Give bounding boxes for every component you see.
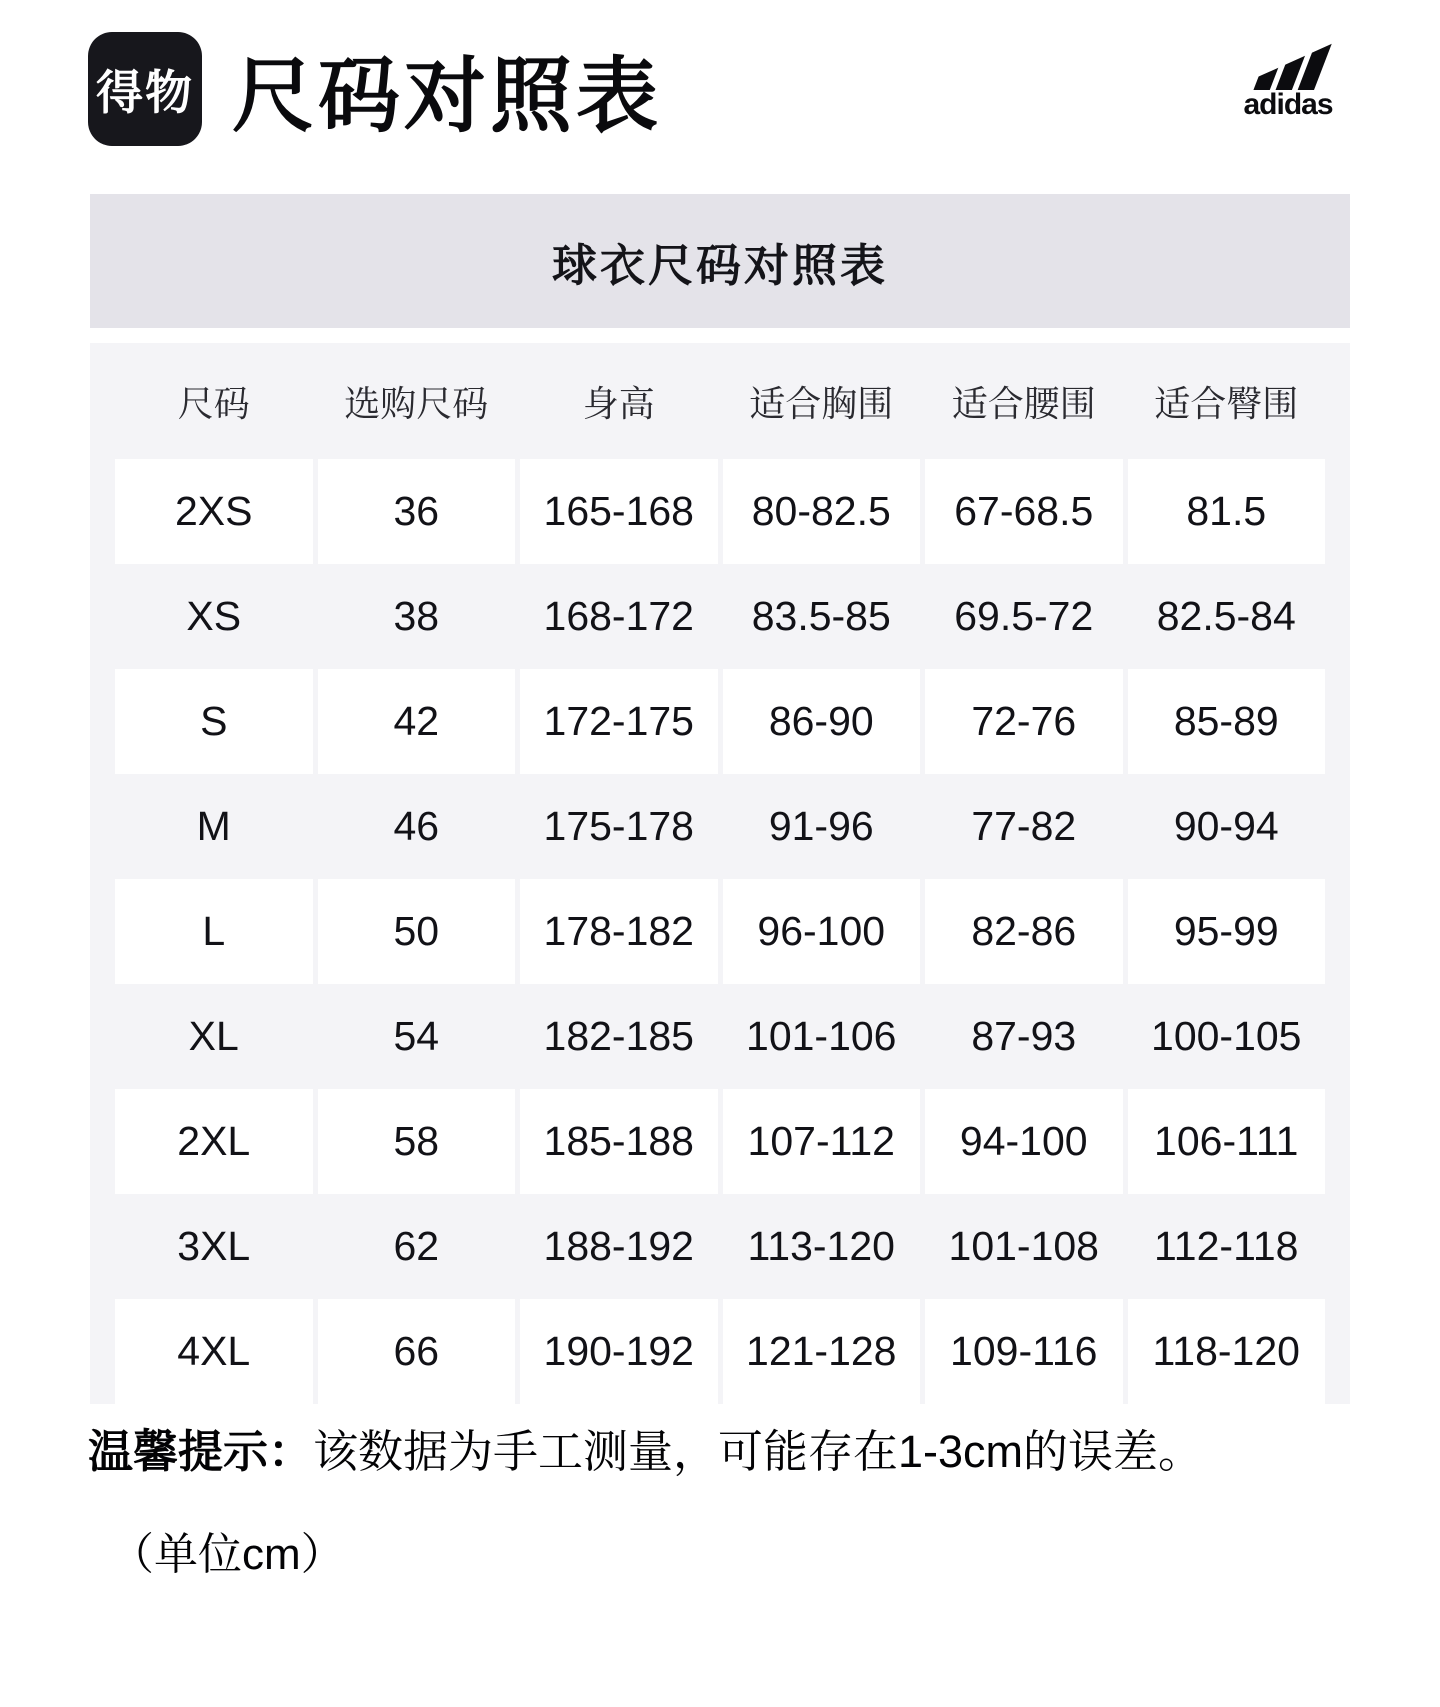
size-cell: 112-118 bbox=[1154, 1223, 1299, 1269]
size-cell: 87-93 bbox=[971, 1013, 1077, 1059]
size-cell: 94-100 bbox=[925, 1089, 1123, 1194]
size-cell: 50 bbox=[318, 879, 516, 984]
column-header: 选购尺码 bbox=[344, 382, 489, 424]
note-text: 该数据为手工测量，可能存在1-3cm的误差。 bbox=[313, 1426, 1204, 1477]
table-row bbox=[115, 774, 1325, 879]
note-label: 温馨提示： bbox=[88, 1426, 314, 1477]
size-cell: 62 bbox=[393, 1223, 440, 1269]
size-cell: 113-120 bbox=[747, 1223, 895, 1269]
size-cell: 72-76 bbox=[925, 669, 1123, 774]
page-title: 尺码对照表 bbox=[232, 50, 663, 142]
size-cell: 109-116 bbox=[925, 1299, 1123, 1404]
size-cell: 82.5-84 bbox=[1156, 593, 1296, 639]
size-cell: 83.5-85 bbox=[751, 593, 891, 639]
size-cell: 81.5 bbox=[1128, 459, 1326, 564]
size-cell: 2XL bbox=[115, 1089, 313, 1194]
size-cell: 4XL bbox=[115, 1299, 313, 1404]
size-cell: 106-111 bbox=[1128, 1089, 1326, 1194]
size-cell: 2XS bbox=[115, 459, 313, 564]
size-cell: 188-192 bbox=[543, 1223, 694, 1269]
table-row bbox=[115, 1194, 1325, 1299]
size-cell: M bbox=[196, 803, 231, 849]
column-header: 适合臀围 bbox=[1154, 382, 1299, 424]
table-title: 球衣尺码对照表 bbox=[551, 239, 888, 291]
size-cell: 168-172 bbox=[543, 593, 694, 639]
page-header bbox=[88, 30, 1352, 148]
column-header: 适合胸围 bbox=[749, 382, 894, 424]
size-cell: 107-112 bbox=[723, 1089, 921, 1194]
size-cell: 190-192 bbox=[520, 1299, 718, 1404]
size-cell: XL bbox=[188, 1013, 239, 1059]
table-body bbox=[115, 459, 1325, 1404]
size-cell: L bbox=[115, 879, 313, 984]
size-cell: 100-105 bbox=[1151, 1013, 1302, 1059]
column-header: 身高 bbox=[582, 382, 655, 424]
table-row bbox=[115, 564, 1325, 669]
table-title-band bbox=[90, 194, 1350, 328]
size-table bbox=[90, 343, 1350, 1404]
column-header: 尺码 bbox=[177, 382, 250, 424]
size-cell: 42 bbox=[318, 669, 516, 774]
size-cell: 3XL bbox=[177, 1223, 251, 1269]
size-cell: 101-106 bbox=[746, 1013, 897, 1059]
size-cell: 95-99 bbox=[1128, 879, 1326, 984]
size-cell: XS bbox=[186, 593, 242, 639]
note-unit: （单位cm） bbox=[110, 1530, 345, 1580]
column-header: 适合腰围 bbox=[951, 382, 1096, 424]
note-line bbox=[88, 1424, 1358, 1480]
size-cell: 118-120 bbox=[1128, 1299, 1326, 1404]
size-cell: 46 bbox=[393, 803, 440, 849]
size-cell: 165-168 bbox=[520, 459, 718, 564]
size-cell: 185-188 bbox=[520, 1089, 718, 1194]
size-cell: 96-100 bbox=[723, 879, 921, 984]
size-cell: 54 bbox=[393, 1013, 440, 1059]
size-cell: 58 bbox=[318, 1089, 516, 1194]
size-cell: 80-82.5 bbox=[723, 459, 921, 564]
size-cell: 38 bbox=[393, 593, 440, 639]
adidas-wordmark: adidas bbox=[1243, 88, 1333, 121]
size-cell: 175-178 bbox=[543, 803, 694, 849]
table-row bbox=[115, 1089, 1325, 1194]
table-row bbox=[115, 669, 1325, 774]
table-row bbox=[115, 984, 1325, 1089]
size-cell: 77-82 bbox=[971, 803, 1077, 849]
size-cell: 85-89 bbox=[1128, 669, 1326, 774]
footer-note bbox=[88, 1424, 1358, 1582]
dewu-logo-text: 得物 bbox=[96, 65, 194, 119]
size-cell: 172-175 bbox=[520, 669, 718, 774]
adidas-logo bbox=[1224, 40, 1352, 122]
adidas-mountain-icon bbox=[1239, 40, 1337, 90]
size-cell: 67-68.5 bbox=[925, 459, 1123, 564]
size-cell: 91-96 bbox=[768, 803, 874, 849]
size-cell: 36 bbox=[318, 459, 516, 564]
table-row bbox=[115, 1299, 1325, 1404]
size-cell: 86-90 bbox=[723, 669, 921, 774]
table-row bbox=[115, 879, 1325, 984]
table-header-row bbox=[115, 343, 1325, 459]
size-cell: 182-185 bbox=[543, 1013, 694, 1059]
size-cell: 121-128 bbox=[723, 1299, 921, 1404]
size-cell: 69.5-72 bbox=[954, 593, 1094, 639]
size-cell: 178-182 bbox=[520, 879, 718, 984]
size-cell: 82-86 bbox=[925, 879, 1123, 984]
size-cell: 66 bbox=[318, 1299, 516, 1404]
size-cell: 101-108 bbox=[948, 1223, 1099, 1269]
size-cell: 90-94 bbox=[1173, 803, 1279, 849]
table-row bbox=[115, 459, 1325, 564]
dewu-logo bbox=[88, 32, 202, 146]
size-cell: S bbox=[115, 669, 313, 774]
